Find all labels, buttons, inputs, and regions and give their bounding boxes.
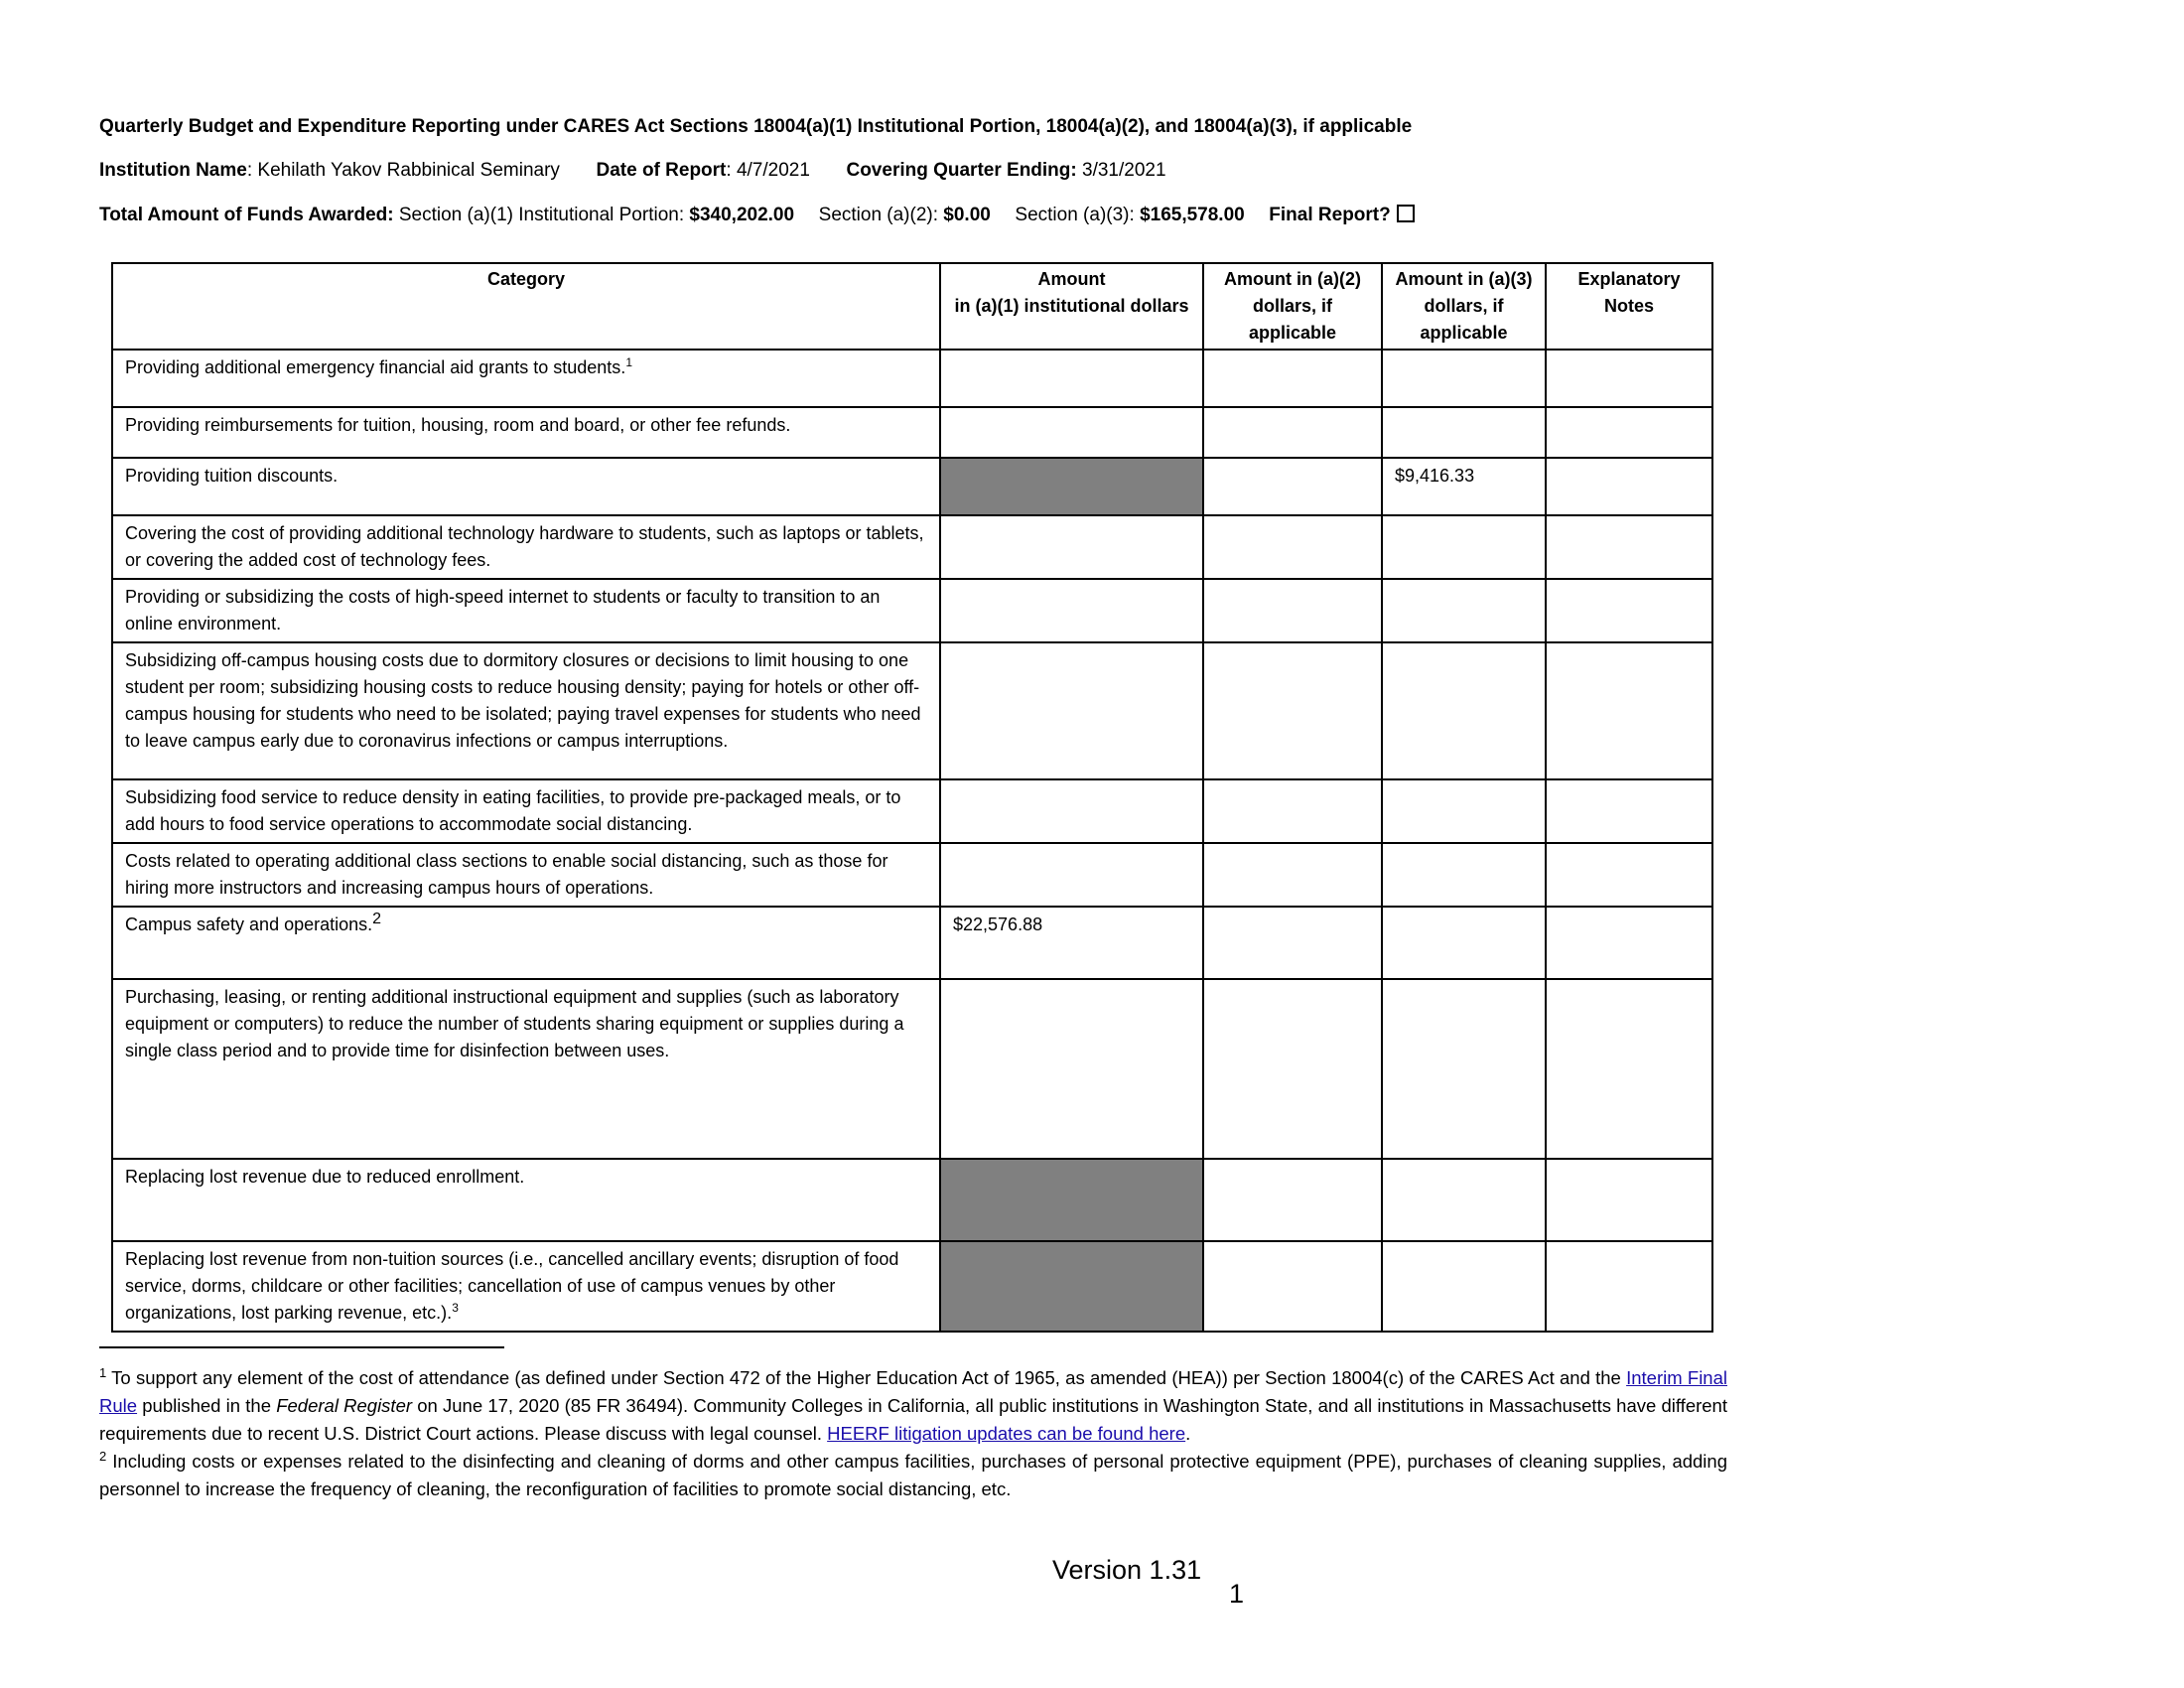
footnote-separator [99,1346,504,1348]
a2-cell[interactable] [1203,1159,1382,1241]
footnote-1-text: published in the [137,1395,277,1416]
a2-cell[interactable] [1203,579,1382,642]
table-row [112,579,1712,642]
header-a1 [940,263,1203,350]
notes-cell[interactable] [1546,779,1712,843]
interim-final-rule-link[interactable]: Interim Final Rule [99,1367,1727,1416]
a3-cell[interactable] [1382,407,1546,458]
a1-cell[interactable] [940,515,1203,579]
a2-value: $0.00 [943,205,991,225]
table-row [112,458,1712,515]
table-row [112,407,1712,458]
a2-cell[interactable] [1203,779,1382,843]
footnote-2 [99,1448,1727,1503]
footnote-2-mark: 2 [99,1448,107,1464]
notes-cell[interactable] [1546,350,1712,407]
a2-cell[interactable] [1203,350,1382,407]
table-header-row [112,263,1712,350]
footnote-ref: 2 [372,911,382,927]
a2-label: Section (a)(2): [818,205,944,225]
final-report-checkbox[interactable] [1397,205,1415,222]
table-row [112,843,1712,907]
a2-cell[interactable] [1203,458,1382,515]
category-cell [112,907,940,979]
notes-cell[interactable] [1546,1241,1712,1332]
federal-register-text: Federal Register [276,1395,413,1416]
table-row [112,350,1712,407]
a3-cell[interactable]: $9,416.33 [1382,458,1546,515]
final-report-label: Final Report? [1269,205,1391,225]
category-text: Campus safety and operations. [125,914,373,934]
header-notes: Explanatory Notes [1546,263,1712,350]
notes-cell[interactable] [1546,642,1712,779]
page-number: 1 [1229,1579,1245,1609]
a2-cell[interactable] [1203,1241,1382,1332]
header-a1-line2: in (a)(1) institutional dollars [954,296,1189,316]
a1-cell[interactable] [940,407,1203,458]
budget-table [111,262,1713,1333]
a2-cell[interactable] [1203,407,1382,458]
category-text: Replacing lost revenue from non-tuition sources (i.e., cancelled ancillary events; disruption of food service, dorms, childcare or other facilities; cancellation of use of campus venues by other organizations, lost parking revenue, etc.). [125,1249,899,1323]
category-cell: Costs related to operating additional class sections to enable social distancing, such as those for hiring more instructors and increasing campus hours of operations. [112,843,940,907]
heerf-litigation-link[interactable]: HEERF litigation updates can be found here [827,1423,1186,1444]
notes-cell[interactable] [1546,907,1712,979]
category-cell: Covering the cost of providing additional technology hardware to students, such as laptops or tablets, or covering the added cost of technology fees. [112,515,940,579]
header-a1-line1: Amount [1037,269,1106,289]
institution-label: Institution Name [99,160,247,181]
category-cell: Providing tuition discounts. [112,458,940,515]
a1-cell[interactable] [940,579,1203,642]
a1-value: $340,202.00 [689,205,795,225]
a3-cell[interactable] [1382,1241,1546,1332]
report-title: Quarterly Budget and Expenditure Reporting under CARES Act Sections 18004(a)(1) Institutional Portion, 18004(a)(2), and 18004(a)(3), if applicable [99,116,1413,137]
table-row [112,779,1712,843]
a2-cell[interactable] [1203,515,1382,579]
footnote-1-mark: 1 [99,1364,107,1380]
footnote-1-text: on June 17, 2020 (85 FR 36494). Community Colleges in California, all public institutions in Washington State, and all institutions in Massachusetts have different requirements due to recent U.S. District Court actions. Please discuss with legal counsel. [99,1395,1727,1444]
version-label: Version 1.31 [1052,1555,1202,1585]
footnote-1-text: To support any element of the cost of attendance (as defined under Section 472 of the Higher Education Act of 1965, as amended (HEA)) per Section 18004(c) of the CARES Act and the [106,1367,1627,1388]
a3-label: Section (a)(3): [1015,205,1141,225]
total-label: Total Amount of Funds Awarded: [99,205,394,225]
category-cell [112,350,940,407]
notes-cell[interactable] [1546,515,1712,579]
a1-cell[interactable] [940,843,1203,907]
a1-cell[interactable] [940,642,1203,779]
a3-cell[interactable] [1382,843,1546,907]
notes-cell[interactable] [1546,579,1712,642]
a1-cell-shaded [940,1159,1203,1241]
table-row [112,979,1712,1159]
a2-cell[interactable] [1203,843,1382,907]
date-label: Date of Report [596,160,727,181]
a1-cell-shaded [940,458,1203,515]
notes-cell[interactable] [1546,1159,1712,1241]
header-a2: Amount in (a)(2) dollars, if applicable [1203,263,1382,350]
a3-cell[interactable] [1382,579,1546,642]
a2-cell[interactable] [1203,979,1382,1159]
footnote-1-end: . [1185,1423,1191,1444]
a3-cell[interactable] [1382,642,1546,779]
notes-cell[interactable] [1546,407,1712,458]
a1-cell[interactable] [940,350,1203,407]
a2-cell[interactable] [1203,642,1382,779]
a2-cell[interactable] [1203,907,1382,979]
funds-line [99,205,1415,226]
footnote-2-text: Including costs or expenses related to the disinfecting and cleaning of dorms and other campus facilities, purchases of personal protective equipment (PPE), purchases of cleaning supplies, adding personnel to increase the frequency of cleaning, the reconfiguration of facilities to promote social distancing, etc. [99,1451,1727,1499]
table-row [112,1241,1712,1332]
a3-cell[interactable] [1382,1159,1546,1241]
a1-label: Section (a)(1) Institutional Portion: [393,205,690,225]
category-cell: Purchasing, leasing, or renting additional instructional equipment and supplies (such as laboratory equipment or computers) to reduce the number of students sharing equipment or supplies during a single class period and to provide time for disinfection between uses. [112,979,940,1159]
header-a3: Amount in (a)(3) dollars, if applicable [1382,263,1546,350]
category-cell: Providing or subsidizing the costs of high-speed internet to students or faculty to transition to an online environment. [112,579,940,642]
a3-value: $165,578.00 [1140,205,1245,225]
footnote-ref: 1 [625,355,632,369]
quarter-value: 3/31/2021 [1082,160,1166,181]
footnote-ref: 3 [452,1301,459,1315]
a1-cell[interactable] [940,779,1203,843]
notes-cell[interactable] [1546,979,1712,1159]
date-value: : 4/7/2021 [726,160,810,181]
notes-cell[interactable] [1546,843,1712,907]
a3-cell[interactable] [1382,350,1546,407]
notes-cell[interactable] [1546,458,1712,515]
a3-cell[interactable] [1382,907,1546,979]
a1-cell[interactable] [940,979,1203,1159]
quarter-label: Covering Quarter Ending: [846,160,1083,181]
header-category: Category [112,263,940,350]
a1-cell-shaded [940,1241,1203,1332]
category-cell [112,1241,940,1332]
category-cell: Subsidizing food service to reduce density in eating facilities, to provide pre-packaged meals, or to add hours to food service operations to accommodate social distancing. [112,779,940,843]
table-row [112,642,1712,779]
category-text: Providing additional emergency financial aid grants to students. [125,357,626,377]
institution-line [99,160,1166,182]
table-row [112,515,1712,579]
category-cell: Replacing lost revenue due to reduced enrollment. [112,1159,940,1241]
category-cell: Subsidizing off-campus housing costs due to dormitory closures or decisions to limit housing to one student per room; subsidizing housing costs to reduce housing density; paying for hotels or other off-campus housing for students who need to be isolated; paying travel expenses for students who need to leave campus early due to coronavirus infections or campus interruptions. [112,642,940,779]
a1-cell[interactable]: $22,576.88 [940,907,1203,979]
table-row [112,907,1712,979]
institution-value: : Kehilath Yakov Rabbinical Seminary [246,160,560,181]
a3-cell[interactable] [1382,979,1546,1159]
table-row [112,1159,1712,1241]
a3-cell[interactable] [1382,515,1546,579]
a3-cell[interactable] [1382,779,1546,843]
category-cell: Providing reimbursements for tuition, housing, room and board, or other fee refunds. [112,407,940,458]
footnote-1 [99,1364,1727,1448]
